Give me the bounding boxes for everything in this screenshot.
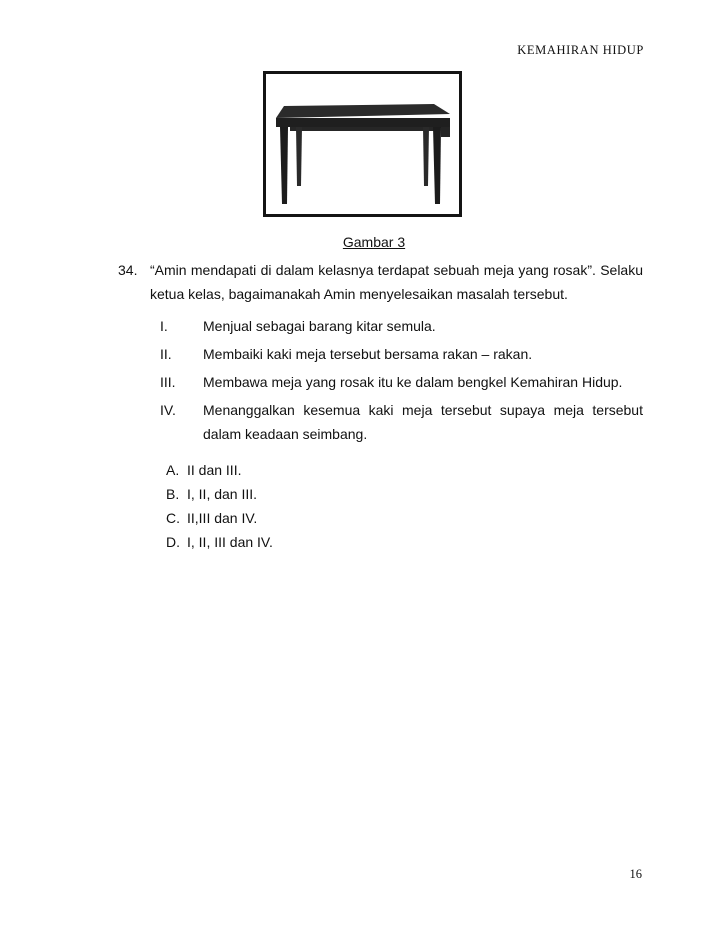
option-letter: C. xyxy=(166,510,180,526)
statement-text: Membawa meja yang rosak itu ke dalam bengkel Kemahiran Hidup. xyxy=(203,374,623,390)
statement-text: Membaiki kaki meja tersebut bersama rakan – rakan. xyxy=(203,346,533,362)
page-header-subject: KEMAHIRAN HIDUP xyxy=(517,43,644,57)
option-text: I, II, dan III. xyxy=(187,486,258,502)
statement-number: II. xyxy=(160,346,172,362)
option-letter: D. xyxy=(166,534,180,550)
statement-number: I. xyxy=(160,318,168,334)
statement-list xyxy=(160,314,643,450)
statement-item xyxy=(160,314,643,338)
figure-caption: Gambar 3 xyxy=(342,234,406,250)
question-number: 34. xyxy=(118,262,138,278)
option-b xyxy=(166,482,273,506)
option-text: II,III dan IV. xyxy=(187,510,258,526)
option-text: II dan III. xyxy=(187,462,242,478)
option-letter: B. xyxy=(166,486,180,502)
table-figure xyxy=(263,71,462,217)
statement-item xyxy=(160,398,643,446)
option-c xyxy=(166,506,273,530)
statement-text: Menjual sebagai barang kitar semula. xyxy=(203,318,436,334)
option-a xyxy=(166,458,273,482)
answer-options xyxy=(166,458,273,554)
page-number: 16 xyxy=(629,867,642,881)
option-d xyxy=(166,530,273,554)
statement-number: IV. xyxy=(160,402,176,418)
option-text: I, II, III dan IV. xyxy=(187,534,273,550)
statement-text: Menanggalkan kesemua kaki meja tersebut supaya meja tersebut dalam keadaan seimbang. xyxy=(203,402,643,442)
question-text: “Amin mendapati di dalam kelasnya terdapat sebuah meja yang rosak”. Selaku ketua kelas, bagaimanakah Amin menyelesaikan masalah tersebut. xyxy=(150,262,643,302)
statement-number: III. xyxy=(160,374,176,390)
statement-item xyxy=(160,342,643,366)
question-34 xyxy=(118,258,643,306)
statement-item xyxy=(160,370,643,394)
table-icon xyxy=(266,74,459,214)
option-letter: A. xyxy=(166,462,180,478)
